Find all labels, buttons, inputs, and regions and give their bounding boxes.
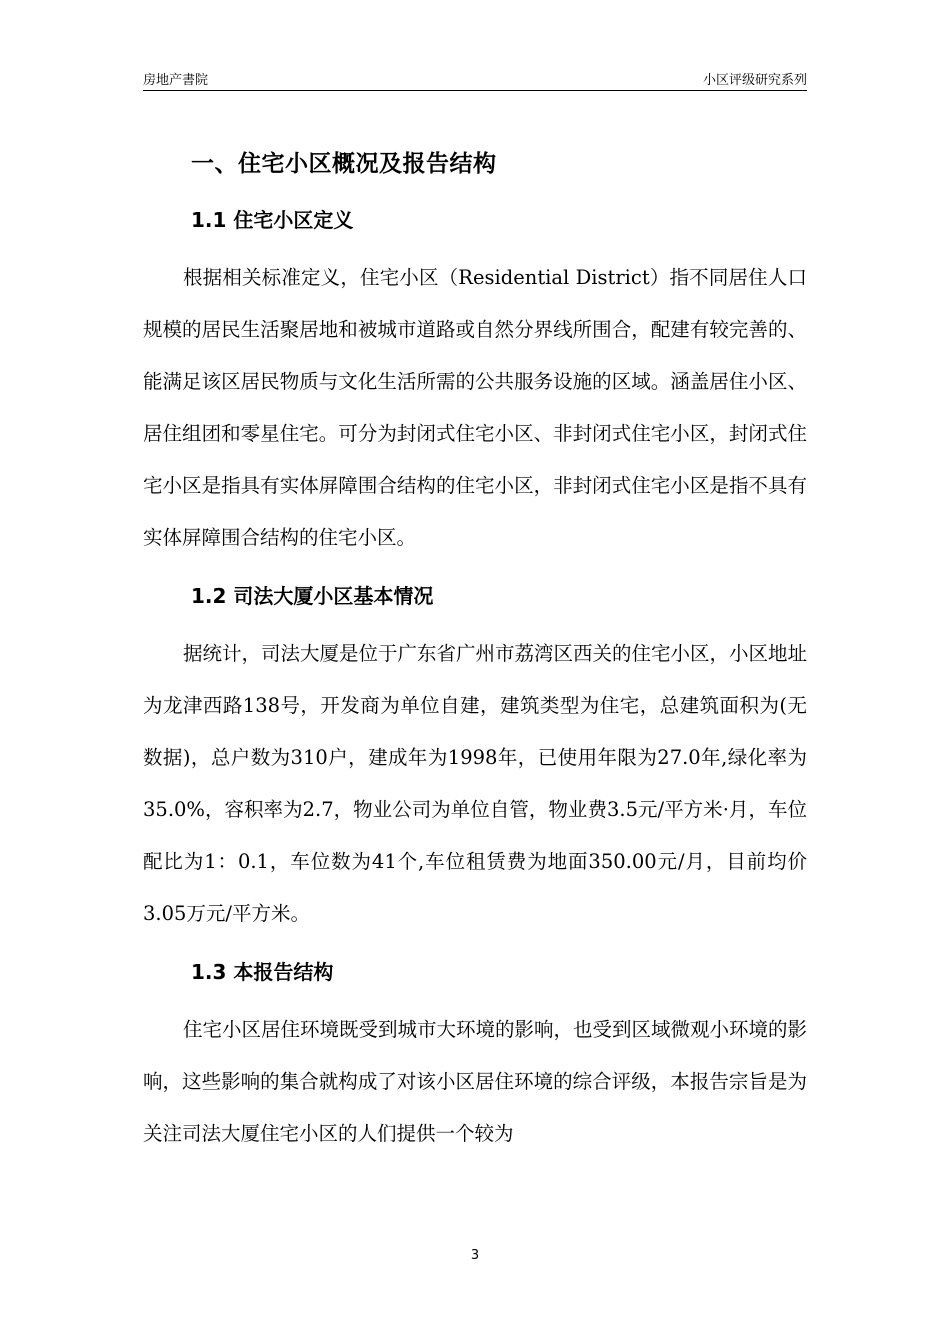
section-paragraph-1-3: 住宅小区居住环境既受到城市大环境的影响，也受到区域微观小环境的影响，这些影响的集合就构成了对该小区居住环境的综合评级，本报告宗旨是为关注司法大厦住宅小区的人们提供一个较为 (143, 1018, 808, 1145)
chapter-title: 一、住宅小区概况及报告结构 (191, 151, 497, 177)
section-heading-1-3: 1.3 本报告结构 (191, 960, 334, 984)
section-paragraph-1-2: 据统计，司法大厦是位于广东省广州市荔湾区西关的住宅小区，小区地址为龙津西路138号，开发商为单位自建，建筑类型为住宅，总建筑面积为(无数据)，总户数为310户，建成年为1998年，已使用年限为27.0年,绿化率为35.0%，容积率为2.7，物业公司为单位自管，物业费3.5元/平方米·月，车位配比为1：0.1，车位数为41个,车位租赁费为地面350.00元/月，目前均价3.05万元/平方米。 (143, 642, 808, 925)
section-heading-1-1: 1.1 住宅小区定义 (191, 208, 354, 232)
header-publisher: 房地产書院 (143, 73, 209, 88)
page-number: 3 (470, 1248, 480, 1263)
header-series-title: 小区评级研究系列 (702, 73, 807, 88)
section-paragraph-1-1: 根据相关标准定义，住宅小区（Residential District）指不同居住人口规模的居民生活聚居地和被城市道路或自然分界线所围合，配建有较完善的、能满足该区居民物质与文化生活所需的公共服务设施的区域。涵盖居住小区、居住组团和零星住宅。可分为封闭式住宅小区、非封闭式住宅小区，封闭式住宅小区是指具有实体屏障围合结构的住宅小区，非封闭式住宅小区是指不具有实体屏障围合结构的住宅小区。 (143, 266, 807, 549)
section-heading-1-2: 1.2 司法大厦小区基本情况 (191, 584, 434, 608)
document-body (143, 140, 807, 1160)
page-header (143, 68, 807, 91)
